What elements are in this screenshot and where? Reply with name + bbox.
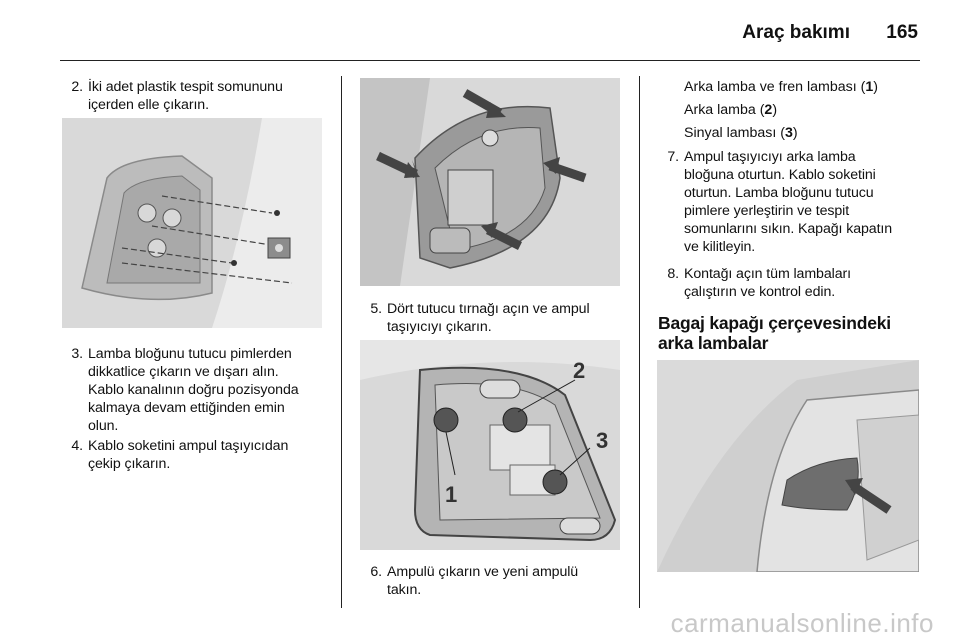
step-text-line: Kablo soketini ampul taşıyıcıdan [88,438,289,454]
step-text-line: Ampulü çıkarın ve yeni ampulü [387,564,579,580]
step-number: 5. [370,301,382,317]
step-text-line: pimlere yerleştirin ve tespit [684,203,850,219]
step-number: 2. [71,79,83,95]
chapter-title: Araç bakımı [742,22,850,43]
step-number: 7. [667,149,679,165]
figure-bulb-positions [360,340,620,550]
page-header [0,0,960,62]
step-text-line: Ampul taşıyıcıyı arka lamba [684,149,856,165]
lamp-list-item-1: Arka lamba ve fren lambası (1) [684,79,878,95]
step-text-line: Dört tutucu tırnağı açın ve ampul [387,301,590,317]
lamp-list-item-2: Arka lamba (2) [684,102,778,118]
step-text-line: Lamba bloğunu tutucu pimlerden [88,346,292,362]
section-heading: Bagaj kapağı çerçevesindeki arka lambalar [658,313,891,353]
step-text-line: taşıyıcıyı çıkarın. [387,319,492,335]
lamp-list-item-3: Sinyal lambası (3) [684,125,798,141]
step-number: 8. [667,266,679,282]
step-number: 6. [370,564,382,580]
callout-label-1: 1 [445,482,458,507]
step-text-line: ve kilitleyin. [684,239,756,255]
step-text-line: içerden elle çıkarın. [88,97,209,113]
step-text-line: Kablo kanalının doğru pozisyonda [88,382,299,398]
page-number: 165 [886,22,918,43]
step-text-line: çekip çıkarın. [88,456,171,472]
column-divider-2 [639,76,640,608]
step-text-line: takın. [387,582,422,598]
callout-label-3: 3 [596,428,609,453]
step-number: 3. [71,346,83,362]
header-divider [60,60,920,61]
step-text-line: İki adet plastik tespit somununu [88,79,283,95]
watermark: carmanualsonline.info [670,608,934,638]
step-text-line: dikkatlice çıkarın ve dışarı alın. [88,364,279,380]
step-text-line: olun. [88,418,119,434]
step-text-line: kalmaya devam ettiğinden emin [88,400,285,416]
step-text-line: oturtun. Lamba bloğunu tutucu [684,185,874,201]
step-text-line: çalıştırın ve kontrol edin. [684,284,836,300]
column-divider-1 [341,76,342,608]
step-text-line: Kontağı açın tüm lambaları [684,266,851,282]
step-text-line: somunlarını sıkın. Kapağı kapatın [684,221,893,237]
step-number: 4. [71,438,83,454]
step-text-line: bloğuna oturtun. Kablo soketini [684,167,876,183]
figure-bulb-carrier-clips [360,78,620,286]
figure-lamp-nuts [62,118,322,328]
callout-label-2: 2 [573,358,586,383]
figure-tailgate-lamp [657,360,919,572]
